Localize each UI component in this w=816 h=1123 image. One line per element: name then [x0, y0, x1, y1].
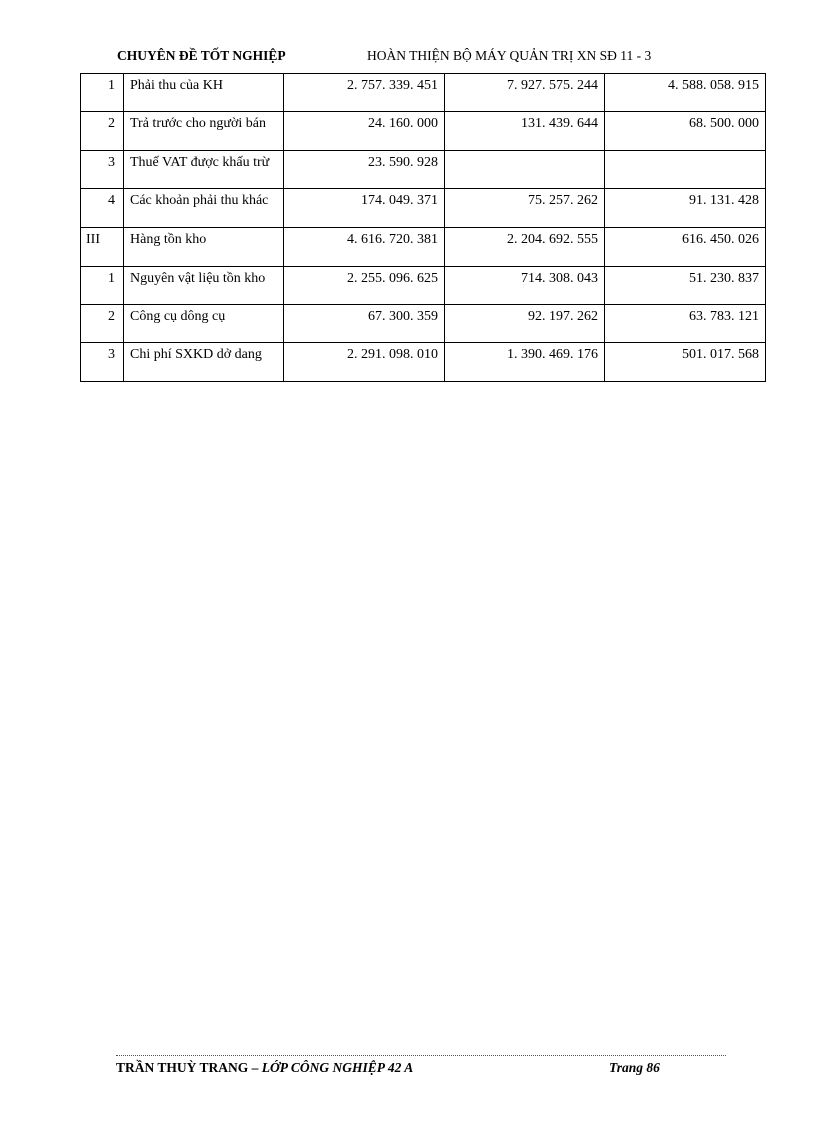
row-value-3: 501. 017. 568 [605, 343, 766, 382]
row-value-3: 91. 131. 428 [605, 189, 766, 228]
page-header [117, 48, 727, 70]
footer-author: TRẦN THUỲ TRANG – [116, 1060, 262, 1075]
row-value-3: 4. 588. 058. 915 [605, 74, 766, 112]
row-value-1: 2. 291. 098. 010 [284, 343, 445, 382]
row-index: 3 [81, 151, 124, 189]
table-row [81, 305, 766, 343]
row-label: Các khoản phải thu khác [124, 189, 284, 228]
table-row [81, 74, 766, 112]
row-index: 2 [81, 112, 124, 151]
header-right-title: HOÀN THIỆN BỘ MÁY QUẢN TRỊ XN SĐ 11 - 3 [367, 48, 652, 63]
row-value-2: 714. 308. 043 [445, 267, 605, 305]
table-row [81, 112, 766, 151]
row-value-1: 4. 616. 720. 381 [284, 228, 445, 267]
financial-table [80, 73, 766, 382]
row-value-2: 92. 197. 262 [445, 305, 605, 343]
footer-divider [116, 1055, 726, 1056]
row-index: 1 [81, 74, 124, 112]
row-label: Chi phí SXKD dở dang [124, 343, 284, 382]
row-value-2 [445, 151, 605, 189]
row-value-2: 131. 439. 644 [445, 112, 605, 151]
row-value-2: 7. 927. 575. 244 [445, 74, 605, 112]
row-index: 2 [81, 305, 124, 343]
row-index: 4 [81, 189, 124, 228]
table-row [81, 151, 766, 189]
row-label: Phải thu của KH [124, 74, 284, 112]
row-index: 3 [81, 343, 124, 382]
row-value-1: 174. 049. 371 [284, 189, 445, 228]
row-value-1: 2. 757. 339. 451 [284, 74, 445, 112]
footer-author-line [116, 1060, 413, 1076]
table-row [81, 343, 766, 382]
row-value-3: 616. 450. 026 [605, 228, 766, 267]
row-value-1: 2. 255. 096. 625 [284, 267, 445, 305]
row-label: Thuế VAT được khấu trừ [124, 151, 284, 189]
table-row [81, 228, 766, 267]
row-value-2: 75. 257. 262 [445, 189, 605, 228]
row-value-2: 2. 204. 692. 555 [445, 228, 605, 267]
row-label: Trả trước cho người bán [124, 112, 284, 151]
row-label: Hàng tồn kho [124, 228, 284, 267]
table-row [81, 267, 766, 305]
row-value-1: 24. 160. 000 [284, 112, 445, 151]
page-footer [116, 1060, 726, 1080]
row-value-1: 67. 300. 359 [284, 305, 445, 343]
header-left-title: CHUYÊN ĐỀ TỐT NGHIỆP [117, 48, 286, 63]
row-value-3 [605, 151, 766, 189]
page-number: Trang 86 [609, 1060, 660, 1075]
row-label: Nguyên vật liệu tồn kho [124, 267, 284, 305]
row-value-3: 51. 230. 837 [605, 267, 766, 305]
row-value-1: 23. 590. 928 [284, 151, 445, 189]
table-row [81, 189, 766, 228]
row-index: 1 [81, 267, 124, 305]
row-value-2: 1. 390. 469. 176 [445, 343, 605, 382]
footer-class: LỚP CÔNG NGHIỆP 42 A [261, 1060, 414, 1075]
row-label: Công cụ dông cụ [124, 305, 284, 343]
row-value-3: 63. 783. 121 [605, 305, 766, 343]
row-index: III [81, 228, 124, 267]
row-value-3: 68. 500. 000 [605, 112, 766, 151]
